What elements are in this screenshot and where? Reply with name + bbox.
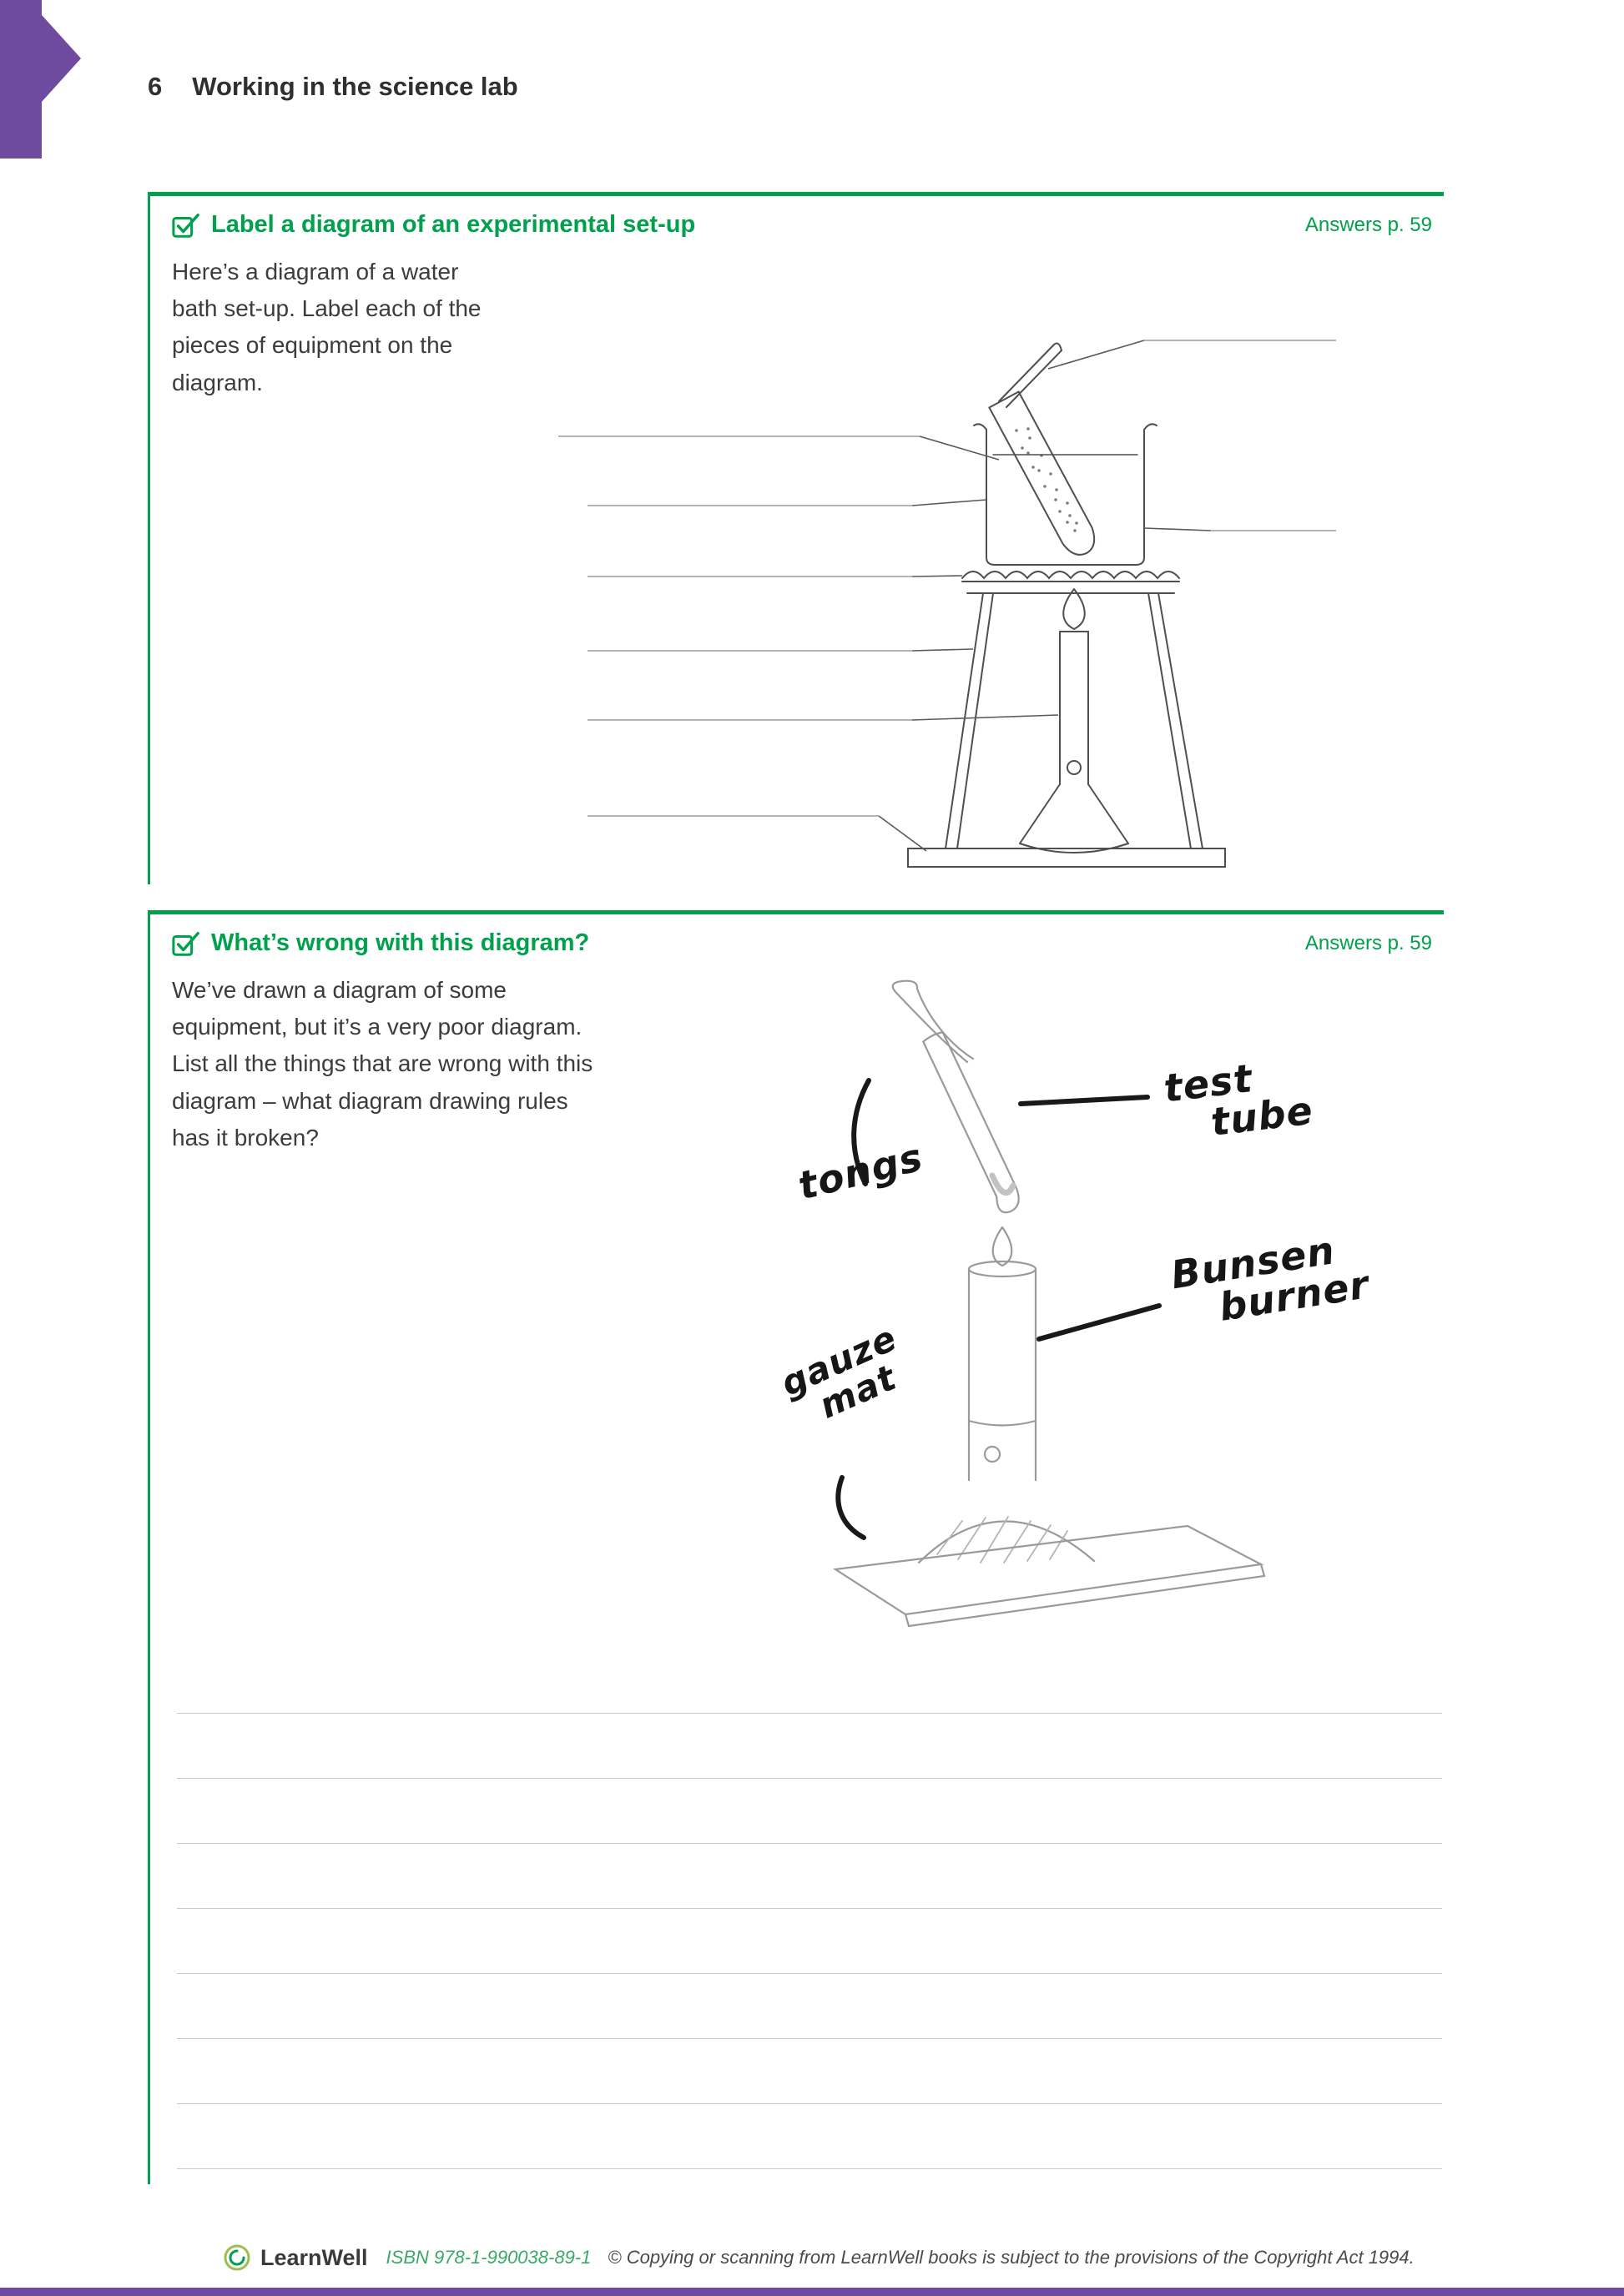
answer-line [177,1974,1442,2039]
brand-name: LearnWell [260,2244,368,2270]
handwritten-label-tongs: tongs [794,1134,928,1209]
answer-line [177,2039,1442,2104]
flame [1063,589,1085,629]
bunsen-burner [1020,632,1128,853]
tongs-sketch [893,981,973,1062]
activity-title: Label a diagram of an experimental set-up [211,211,696,238]
corner-arrow-accent [0,0,92,159]
learnwell-logo-icon [222,2243,252,2273]
answer-line [177,1649,1442,1714]
answer-line [177,2104,1442,2169]
answer-line [177,1909,1442,1974]
answer-lines [177,1649,1442,2169]
burner-sketch [969,1261,1036,1480]
answer-line [177,1844,1442,1909]
label-blanks [558,340,1336,816]
handwritten-label-bunsen-burner: Bunsen burner [1168,1227,1373,1337]
activity-instructions: We’ve drawn a diagram of some equipment, but it’s a very poor diagram. List all the things that are wrong with this diagram – what diagram drawing rules has it broken? [172,977,593,1151]
beaker [974,424,1157,565]
handwritten-label-gauze-mat: gauze mat [774,1317,903,1438]
water-bath-diagram [501,305,1452,889]
label-connectors [879,340,1211,851]
copyright-text: © Copying or scanning from LearnWell books is subject to the provisions of the Copyright Act 1994. [608,2247,1415,2268]
chapter-title: Working in the science lab [192,72,518,101]
test-tube-sketch [923,1032,1018,1212]
page-number: 6 [148,72,163,101]
bunsen-pointer [1039,1306,1159,1339]
page-footer [222,2243,1415,2273]
gauze-mat [962,571,1179,582]
task-checkbox-icon [172,930,200,957]
answer-line [177,1779,1442,1844]
answers-reference: Answers p. 59 [1304,931,1432,954]
activity-title: What’s wrong with this diagram? [211,929,590,956]
activity-header [150,914,1444,957]
test-tube [989,392,1094,555]
activity-instructions: Here’s a diagram of a water bath set-up. Label each of the pieces of equipment on the diagram. [172,259,482,395]
gauze-pointer [838,1478,864,1538]
flame-sketch [993,1227,1012,1266]
activity-header [150,196,1444,239]
test-tube-pointer [1021,1097,1147,1104]
board-sketch [835,1526,1264,1626]
base-plate [908,848,1225,867]
handwritten-label-test-tube: test tube [1161,1055,1316,1151]
answers-reference: Answers p. 59 [1304,213,1432,236]
page-header [148,72,518,102]
task-checkbox-icon [172,212,200,239]
answer-line [177,1714,1442,1779]
bottom-edge-accent [0,2288,1624,2296]
activity-label-diagram [148,192,1444,884]
isbn-text: ISBN 978-1-990038-89-1 [386,2247,592,2268]
